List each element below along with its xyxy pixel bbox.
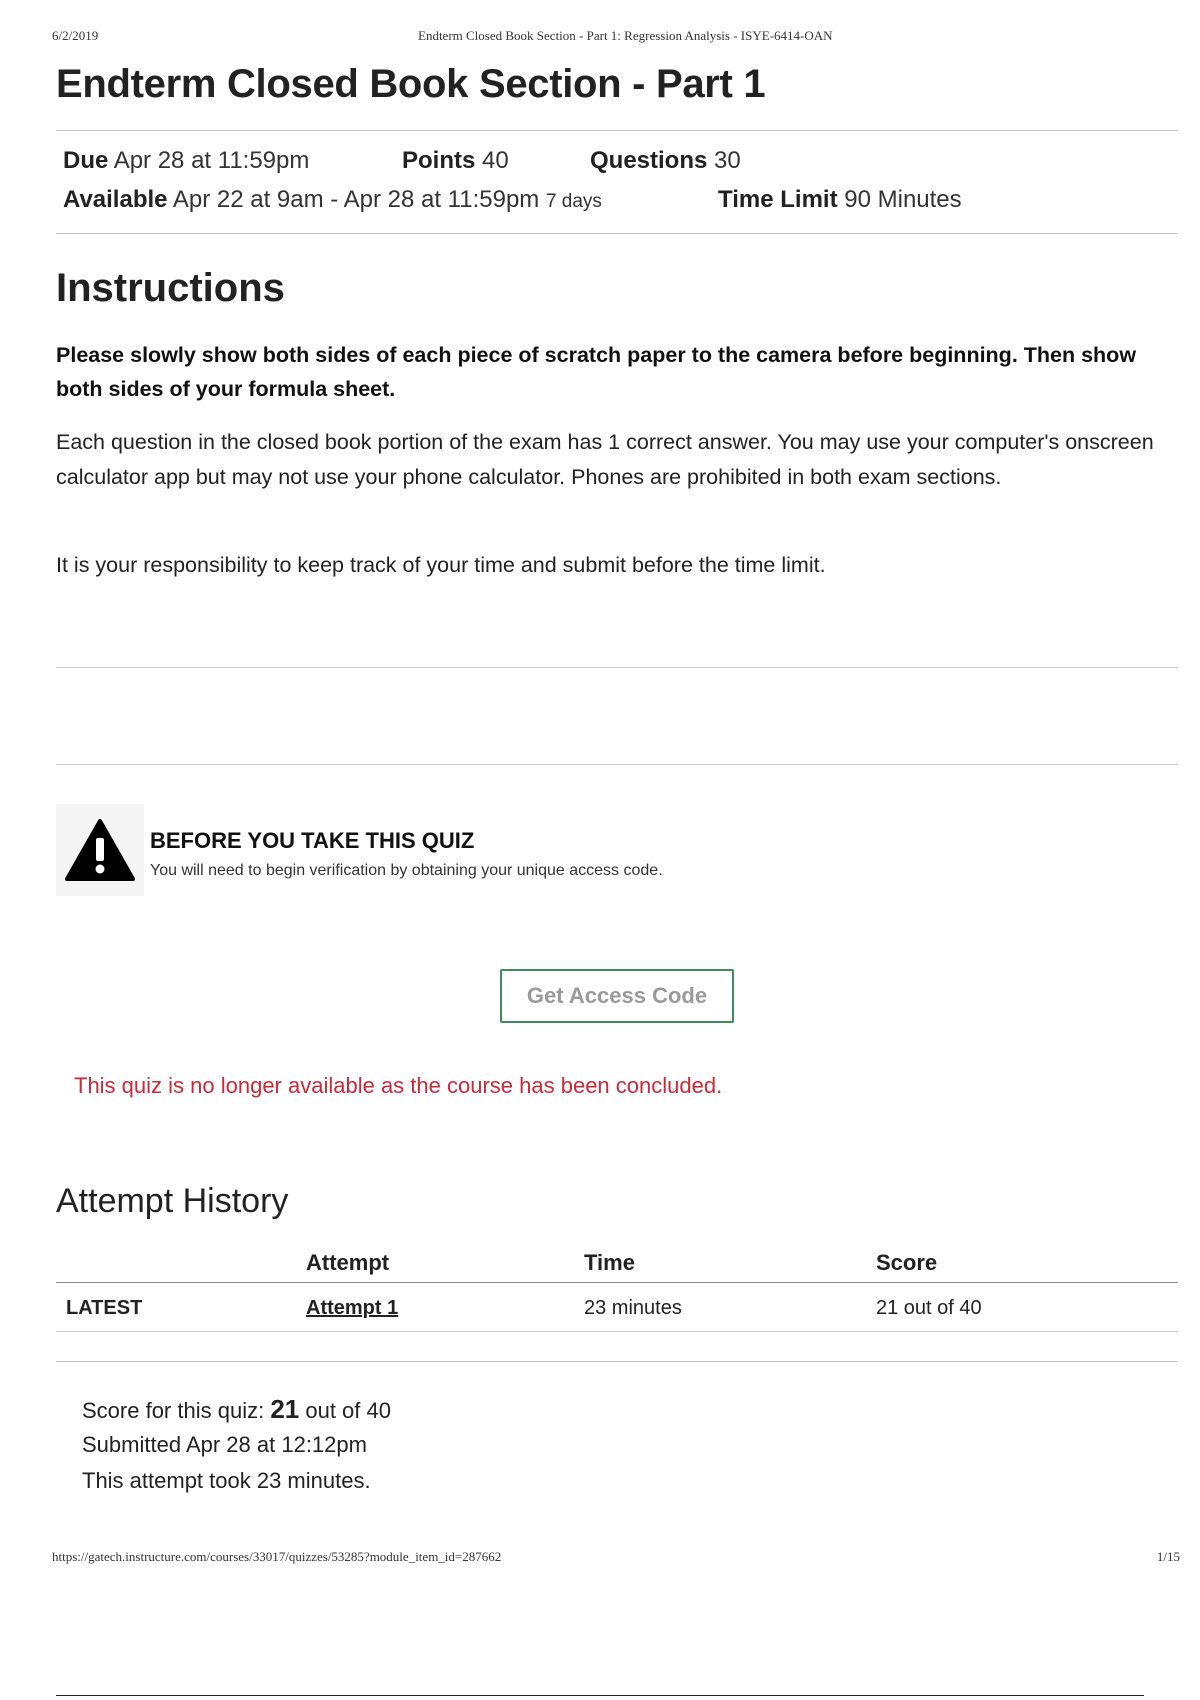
print-url: https://gatech.instructure.com/courses/33017/quizzes/53285?module_item_id=287662 xyxy=(52,1549,502,1564)
attempt-history-heading: Attempt History xyxy=(56,1182,289,1220)
divider xyxy=(56,1361,1178,1362)
table-row xyxy=(56,1283,1178,1332)
divider xyxy=(56,764,1178,765)
divider xyxy=(56,233,1178,234)
print-date: 6/2/2019 xyxy=(52,28,99,43)
time-limit-value: 90 Minutes xyxy=(844,186,962,213)
print-page-number: 1/15 xyxy=(1156,1549,1180,1564)
warning-triangle-icon xyxy=(65,818,135,882)
column-header-time: Time xyxy=(584,1250,635,1275)
quiz-concluded-message: This quiz is no longer available as the course has been concluded. xyxy=(74,1073,723,1098)
column-header-attempt: Attempt xyxy=(306,1250,390,1275)
divider xyxy=(56,667,1178,668)
column-header-score: Score xyxy=(876,1250,938,1275)
get-access-code-button[interactable]: Get Access Code xyxy=(500,969,734,1023)
instructions-bold-text: Please slowly show both sides of each piece of scratch paper to the camera before beginning. Then show both sides of your formula sheet. xyxy=(56,343,1137,401)
instructions-paragraph: It is your responsibility to keep track of your time and submit before the time limit. xyxy=(56,553,826,577)
questions-value: 30 xyxy=(714,147,741,174)
points-label: Points xyxy=(402,147,476,174)
available-duration: 7 days xyxy=(545,191,602,212)
warning-title: BEFORE YOU TAKE THIS QUIZ xyxy=(150,828,475,853)
latest-tag: LATEST xyxy=(66,1297,143,1319)
time-limit-label: Time Limit xyxy=(718,186,838,213)
available-value: Apr 22 at 9am - Apr 28 at 11:59pm xyxy=(172,186,540,213)
print-header xyxy=(52,28,1170,48)
available-label: Available xyxy=(63,186,168,213)
time-limit xyxy=(718,186,962,214)
table-header-row xyxy=(56,1240,1178,1283)
attempt-duration: This attempt took 23 minutes. xyxy=(82,1468,371,1493)
instructions-paragraph: Each question in the closed book portion of the exam has 1 correct answer. You may use your computer's onscreen calculator app but may not use your phone calculator. Phones are prohibited in both exam sections. xyxy=(56,430,1154,489)
page-bottom-rule xyxy=(56,1695,1144,1696)
attempt-1-link[interactable]: Attempt 1 xyxy=(306,1297,399,1319)
score-total: out of 40 xyxy=(305,1398,391,1423)
due-value: Apr 28 at 11:59pm xyxy=(113,147,310,174)
score-label: Score for this quiz: xyxy=(82,1398,265,1423)
points xyxy=(402,147,509,175)
due-label: Due xyxy=(63,147,109,174)
points-value: 40 xyxy=(482,147,509,174)
divider xyxy=(56,130,1178,131)
print-footer xyxy=(52,1549,1180,1569)
warning-text: You will need to begin verification by obtaining your unique access code. xyxy=(150,862,663,879)
instructions-heading: Instructions xyxy=(56,266,285,310)
warning-icon-box xyxy=(56,804,144,896)
due-date xyxy=(63,147,309,175)
score-value: 21 xyxy=(270,1394,300,1424)
questions xyxy=(590,147,741,175)
attempt-history-table xyxy=(56,1240,1178,1332)
attempt-time: 23 minutes xyxy=(584,1297,682,1319)
attempt-score: 21 out of 40 xyxy=(876,1297,982,1319)
submitted-time: Submitted Apr 28 at 12:12pm xyxy=(82,1432,367,1457)
availability xyxy=(63,186,602,214)
questions-label: Questions xyxy=(590,147,708,174)
quiz-score-summary xyxy=(82,1394,391,1425)
print-document-title: Endterm Closed Book Section - Part 1: Regression Analysis - ISYE-6414-OAN xyxy=(418,28,833,43)
page-title: Endterm Closed Book Section - Part 1 xyxy=(56,62,766,106)
